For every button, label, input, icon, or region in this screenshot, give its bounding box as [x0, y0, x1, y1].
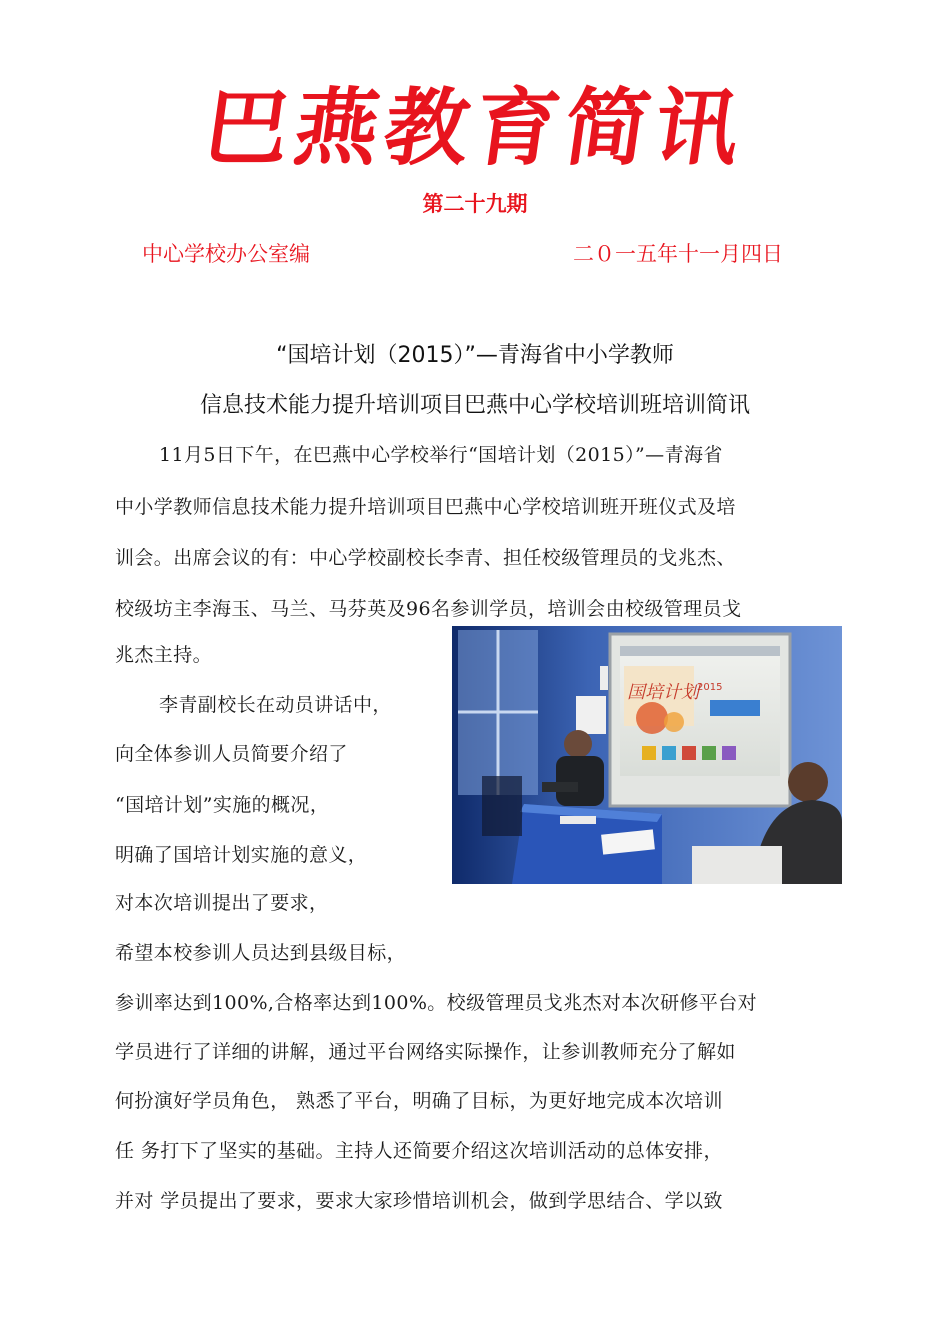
editor-credit: 中心学校办公室编: [142, 242, 310, 266]
body-line: 参训率达到100%,合格率达到100%。校级管理员戈兆杰对本次研修平台对: [115, 992, 758, 1014]
screen-year: 2015: [697, 682, 723, 693]
body-line: 中小学教师信息技术能力提升培训项目巴燕中心学校培训班开班仪式及培: [115, 496, 736, 518]
masthead-title: 巴燕教育简讯: [198, 78, 753, 177]
body-line: 对本次培训提出了要求，: [115, 892, 329, 914]
body-line: 任 务打下了坚实的基础。主持人还简要介绍这次培训活动的总体安排，: [115, 1140, 723, 1162]
body-line: “国培计划”实施的概况，: [115, 794, 330, 816]
body-line: 向全体参训人员简要介绍了: [115, 743, 348, 765]
body-line: 训会。出席会议的有：中心学校副校长李青、担任校级管理员的戈兆杰、: [115, 547, 736, 569]
body-line: 何扮演好学员角色， 熟悉了平台，明确了目标，为更好地完成本次培训: [115, 1090, 723, 1112]
body-line: 明确了国培计划实施的意义，: [115, 844, 368, 866]
body-line: 李青副校长在动员讲话中，: [159, 694, 392, 716]
issue-number: 第二十九期: [422, 192, 528, 216]
headline-line-2: 信息技术能力提升培训项目巴燕中心学校培训班培训简讯: [199, 393, 750, 418]
body-line: 11月5日下午，在巴燕中心学校举行“国培计划（2015）”—青海省: [159, 444, 723, 466]
body-line: 学员进行了详细的讲解，通过平台网络实际操作，让参训教师充分了解如: [115, 1041, 736, 1063]
body-line: 希望本校参训人员达到县级目标，: [115, 942, 407, 964]
headline-line-1: “国培计划（2015）”—青海省中小学教师: [276, 343, 674, 368]
training-photo: [452, 626, 842, 884]
body-line: 并对 学员提出了要求，要求大家珍惜培训机会，做到学思结合、学以致: [115, 1190, 723, 1212]
publish-date: 二０一五年十一月四日: [573, 242, 783, 266]
screen-title: 国培计划: [627, 682, 699, 703]
body-line: 校级坊主李海玉、马兰、马芬英及96名参训学员，培训会由校级管理员戈: [115, 598, 742, 620]
body-line: 兆杰主持。: [115, 644, 213, 666]
training-photo-illustration: [452, 626, 842, 884]
